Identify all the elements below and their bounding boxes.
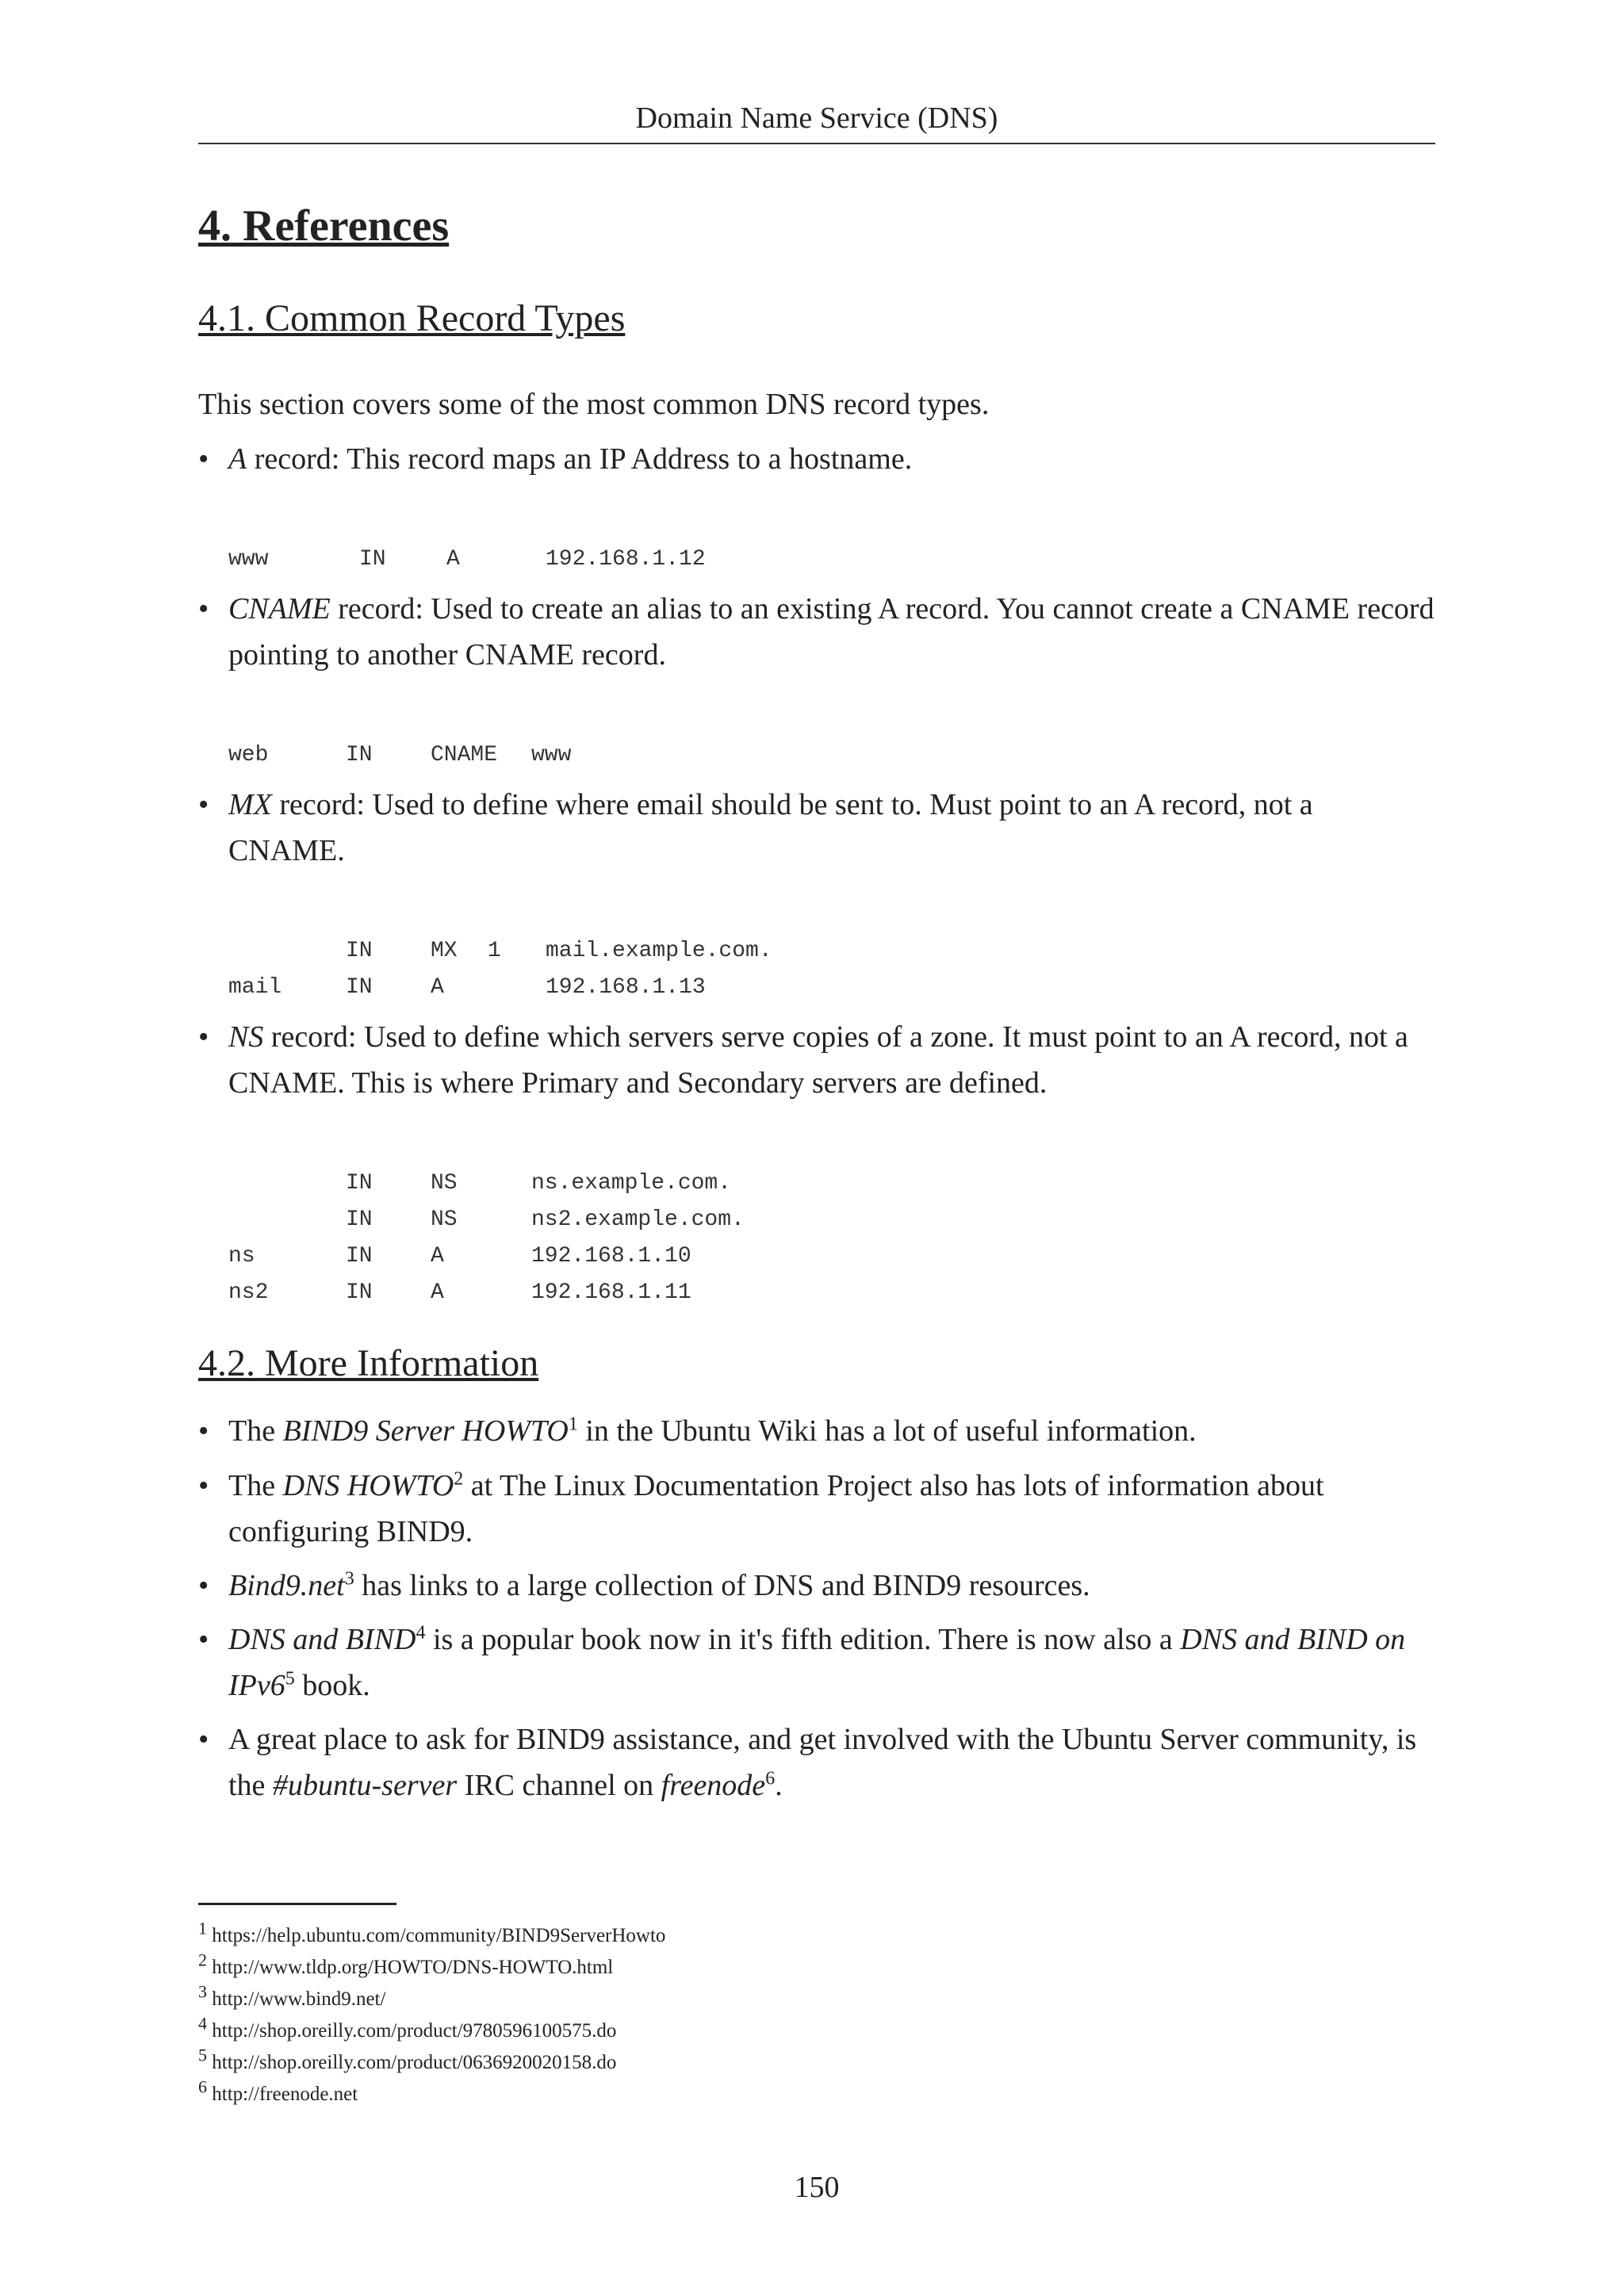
- code-line: www IN A 192.168.1.12: [228, 547, 706, 572]
- link-title: Bind9.net: [228, 1569, 345, 1602]
- footnote: $^1$ https://help.ubuntu.com/community/BIND9ServerHowto: [198, 1918, 666, 1946]
- bullet: •: [198, 788, 209, 821]
- footnote-ref: 5: [285, 1668, 295, 1689]
- bullet: •: [198, 1723, 209, 1756]
- code-line: IN NS ns2.example.com.: [346, 1207, 745, 1232]
- record-term: MX: [228, 788, 272, 821]
- page-number: 150: [794, 2171, 840, 2204]
- footnote-ref: 3: [344, 1568, 354, 1590]
- footnote: $^5$ http://shop.oreilly.com/product/0636920020158.do: [198, 2045, 617, 2073]
- code-block-a-record: [228, 541, 706, 578]
- footnote-separator: [198, 1903, 396, 1905]
- code-line: mail IN A 192.168.1.13: [228, 975, 706, 1000]
- code-block-ns-record: [228, 1165, 745, 1311]
- code-line: web IN CNAME www: [228, 743, 572, 767]
- bullet: •: [198, 442, 209, 476]
- footnote-url[interactable]: http://www.tldp.org/HOWTO/DNS-HOWTO.html: [212, 1957, 614, 1978]
- footnote: $^3$ http://www.bind9.net/: [198, 1981, 386, 2010]
- footnote: $^6$ http://freenode.net: [198, 2076, 358, 2105]
- running-header: Domain Name Service (DNS): [635, 101, 998, 135]
- section-title-common-record-types: 4.1. Common Record Types: [198, 297, 626, 339]
- code-line: ns2 IN A 192.168.1.11: [228, 1280, 691, 1305]
- section-title-more-information: 4.2. More Information: [198, 1342, 539, 1384]
- footnote-ref: 6: [765, 1768, 776, 1789]
- record-description: record: Used to define which servers serve copies of a zone. It must point to an A record, not a CNAME. This is where Primary and Secondary servers are defined.: [228, 1020, 1408, 1100]
- bullet: •: [198, 1569, 209, 1602]
- code-line: IN MX 1 mail.example.com.: [346, 939, 772, 963]
- record-term: NS: [228, 1020, 264, 1054]
- code-block-cname-record: [228, 737, 572, 774]
- page: Domain Name Service (DNS) 4. References 4.1. Common Record Types This section covers some of the most common DNS record types. • A record: This record maps an IP Address to a hostname. www IN A 192.168.1.12 • CNAME record: Used to create an alias to an existing A record. You cannot create a CNAME record pointing to another CNAME record. web IN CNAME www • MX record: Used to define where email should be sent to. Must point to an A record, not a CNAME. IN MX 1 mail.example.com. mail IN A 192.168.1.13 • NS record: Used to define which servers serve copies of a zone. It must point to an A record, not a CNAME. This is where Primary and Secondary servers are defined. IN NS ns.example.com. IN NS ns2.example.com. ns IN A 192.168.1.10 ns2 IN A 192.168.1.11 4.2. More Information • The BIND9 Server HOWTO$^1$ in the Ubuntu Wiki has a lot of useful information. • The DNS HOWTO$^2$ at The Linux Documentation Project also has lots of information about configuring BIND9. • Bind9.net$^3$ has links to a large collection of DNS and BIND9 resources. • DNS and BIND$^4$ is a popular book now in it's fifth edition. There is now also a DNS and BIND on $IPv6^5$ book. • A great place to ask for BIND9 assistance, and get involved with the Ubuntu Server community, is the #ubuntu-server IRC channel on freenode$^6$. $^1$ https://help.ubuntu.com/community/BIND9ServerHowto $^2$ http://www.tldp.org/HOWTO/DNS-HOWTO.html $^3$ http://www.bind9.net/ $^4$ http://shop.oreilly.com/product/9780596100575.do $^5$ http://shop.oreilly.com/product/0636920020158.do $^6$ http://freenode.net 150: [198, 0, 1435, 2296]
- footnotes: [198, 1920, 1308, 2110]
- footnote-url[interactable]: http://shop.oreilly.com/product/0636920020158.do: [212, 2052, 617, 2073]
- header-rule: [198, 143, 1435, 144]
- footnote: $^4$ http://shop.oreilly.com/product/9780596100575.do: [198, 2013, 617, 2042]
- intro-paragraph: This section covers some of the most common DNS record types.: [198, 388, 990, 421]
- footnote: $^2$ http://www.tldp.org/HOWTO/DNS-HOWTO.html: [198, 1950, 614, 1978]
- code-line: ns IN A 192.168.1.10: [228, 1244, 691, 1269]
- chapter-title: 4. References: [198, 201, 450, 251]
- footnote-ref: 1: [568, 1414, 578, 1435]
- footnote-url[interactable]: http://www.bind9.net/: [212, 1988, 386, 2010]
- code-line: IN NS ns.example.com.: [346, 1171, 732, 1196]
- link-title: DNS and BIND: [228, 1623, 416, 1656]
- footnote-url[interactable]: http://shop.oreilly.com/product/9780596100575.do: [212, 2020, 617, 2042]
- bullet: •: [198, 1020, 209, 1054]
- record-term: A: [228, 442, 247, 476]
- record-description: record: Used to define where email should be sent to. Must point to an A record, not a CNAME.: [228, 788, 1313, 867]
- record-term: CNAME: [228, 592, 331, 626]
- bullet: •: [198, 1414, 209, 1448]
- record-description: record: This record maps an IP Address to a hostname.: [247, 442, 913, 476]
- footnote-url[interactable]: https://help.ubuntu.com/community/BIND9ServerHowto: [212, 1925, 666, 1946]
- bullet: •: [198, 1623, 209, 1656]
- footnote-url[interactable]: http://freenode.net: [212, 2084, 358, 2105]
- link-title: BIND9 Server HOWTO: [282, 1414, 569, 1448]
- link-title: DNS HOWTO: [282, 1469, 454, 1502]
- footnote-ref: 4: [416, 1622, 426, 1644]
- bullet: •: [198, 1469, 209, 1502]
- footnote-ref: 2: [454, 1468, 464, 1490]
- irc-channel-name: #ubuntu-server: [272, 1769, 458, 1802]
- link-title: freenode: [661, 1769, 766, 1802]
- code-block-mx-record: [228, 933, 772, 1006]
- record-description: record: Used to create an alias to an existing A record. You cannot create a CNAME record pointing to another CNAME record.: [228, 592, 1434, 672]
- bullet: •: [198, 592, 209, 626]
- link-title: DNS and BIND on IPv6: [228, 1623, 1406, 1702]
